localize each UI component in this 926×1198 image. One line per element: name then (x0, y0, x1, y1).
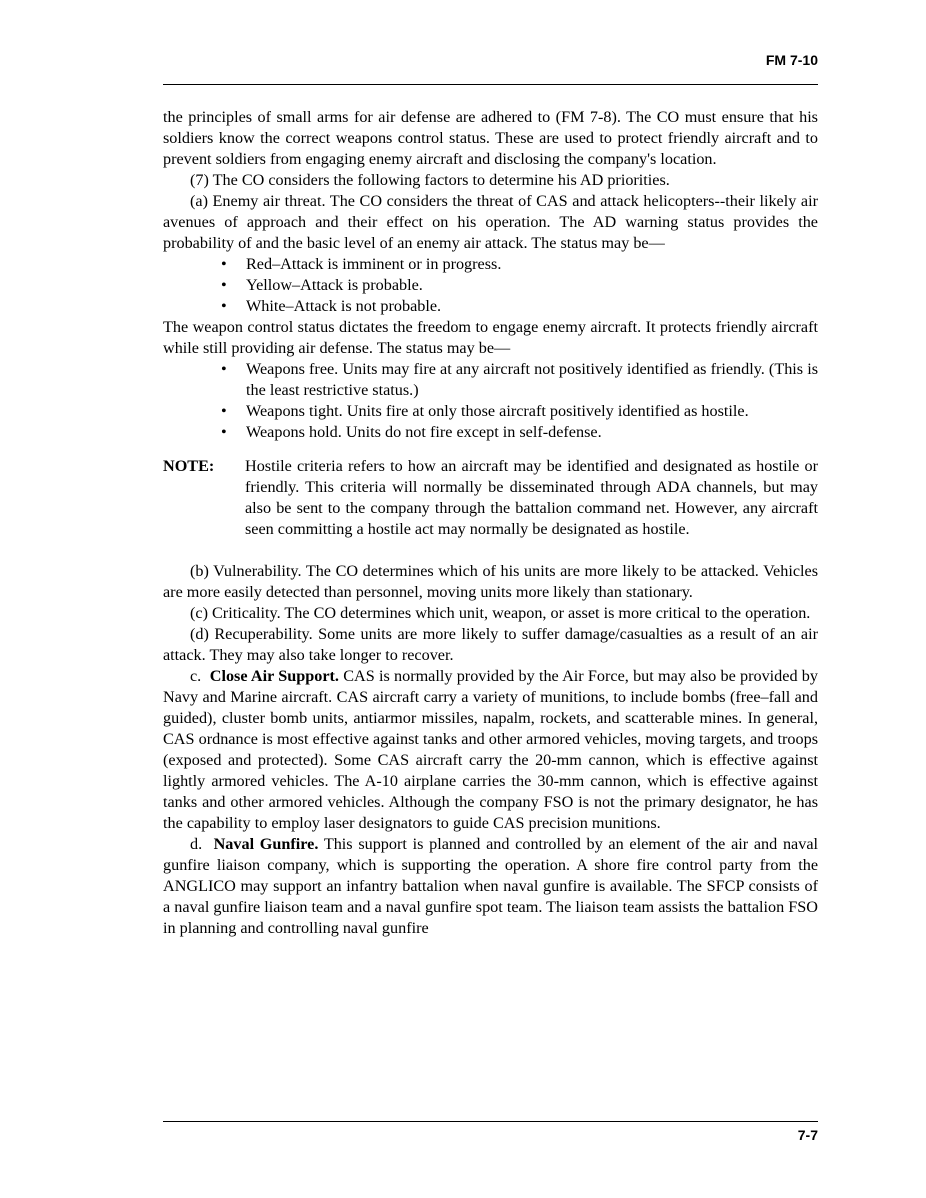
note-label: NOTE: (163, 457, 215, 475)
paragraph-close-air-support (163, 666, 818, 834)
warning-status-list (163, 254, 818, 317)
page-number: 7-7 (797, 1127, 818, 1143)
section-text: This support is planned and controlled by an element of the air and naval gunfire liaison company, which is supporting the operation. A shore fire control party from the ANGLICO may support an infantry battalion when naval gunfire is available. The SFCP consists of a naval gunfire liaison team and a naval gunfire spot team. The liaison team assists the battalion FSO in planning and controlling naval gunfire (163, 835, 819, 937)
section-heading: Naval Gunfire. (213, 835, 319, 853)
footer-rule (163, 1121, 818, 1122)
section-letter: c. (190, 667, 210, 685)
paragraph-enemy-air-threat: (a) Enemy air threat. The CO considers the threat of CAS and attack helicopters--their likely air avenues of approach and their effect on his operation. The AD warning status provides the probability of and the basic level of an enemy air attack. The status may be— (163, 192, 818, 252)
section-text: CAS is normally provided by the Air Force, but may also be provided by Navy and Marine aircraft. CAS aircraft carry a variety of munitions, to include bombs (free–fall and guided), cluster bomb units, antiarmor missiles, napalm, rockets, and scatterable mines. In general, CAS ordnance is most effective against tanks and other armored vehicles, moving targets, and troops (exposed and protected). Some CAS aircraft carry the 20-mm cannon, which is effective against lightly armored vehicles. The A-10 airplane carries the 30-mm cannon, which is effective against tanks and other armored vehicles. Although the company FSO is not the primary designator, he has the capability to employ laser designators to guide CAS precision munitions. (163, 667, 818, 832)
list-item: • Red–Attack is imminent or in progress. (246, 254, 818, 275)
note-block (163, 456, 818, 540)
running-header: FM 7-10 (765, 52, 818, 68)
header-rule (163, 84, 818, 85)
paragraph-vulnerability: (b) Vulnerability. The CO determines which of his units are more likely to be attacked. Vehicles are more easily detected than personnel, moving units more likely than stationary. (163, 562, 818, 601)
paragraph-recuperability: (d) Recuperability. Some units are more likely to suffer damage/casualties as a result of an air attack. They may also take longer to recover. (163, 625, 818, 664)
section-heading: Close Air Support. (209, 667, 339, 685)
list-item: • Weapons tight. Units fire at only those aircraft positively identified as hostile. (246, 401, 818, 422)
paragraph-small-arms: the principles of small arms for air defense are adhered to (FM 7-8). The CO must ensure that his soldiers know the correct weapons control status. These are used to protect friendly aircraft and to prevent soldiers from engaging enemy aircraft and disclosing the company's location. (163, 108, 818, 168)
page-body (163, 107, 818, 939)
list-item: • Yellow–Attack is probable. (246, 275, 818, 296)
paragraph-criticality: (c) Criticality. The CO determines which unit, weapon, or asset is more critical to the operation. (190, 604, 811, 622)
paragraph-ad-priorities: (7) The CO considers the following factors to determine his AD priorities. (190, 171, 670, 189)
weapon-status-list (163, 359, 818, 443)
list-item: • Weapons hold. Units do not fire except in self-defense. (246, 422, 818, 443)
note-text: Hostile criteria refers to how an aircraft may be identified and designated as hostile or friendly. This criteria will normally be disseminated through ADA channels, but may also be sent to the company through the battalion command net. However, any aircraft seen committing a hostile act may normally be designated as hostile. (245, 457, 818, 538)
list-item: • White–Attack is not probable. (246, 296, 818, 317)
section-letter: d. (190, 835, 214, 853)
paragraph-weapon-control: The weapon control status dictates the freedom to engage enemy aircraft. It protects friendly aircraft while still providing air defense. The status may be— (163, 318, 818, 357)
paragraph-naval-gunfire (163, 834, 818, 939)
list-item: • Weapons free. Units may fire at any aircraft not positively identified as friendly. (This is the least restrictive status.) (246, 359, 818, 401)
